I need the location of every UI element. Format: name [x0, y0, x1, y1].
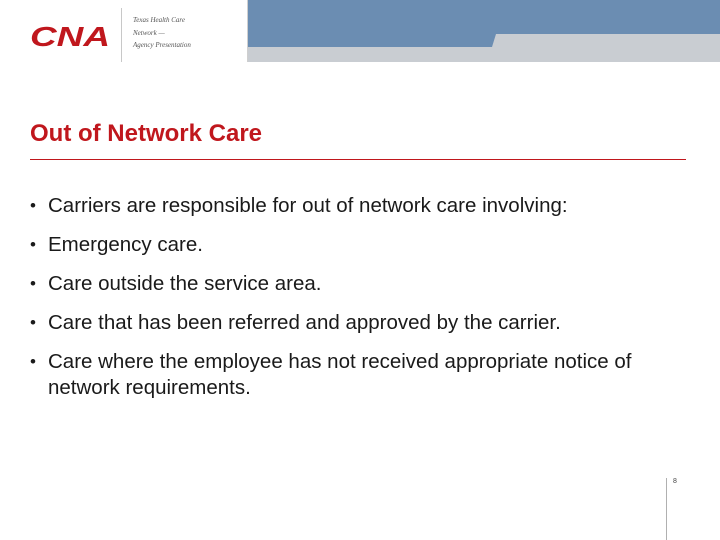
title-underline: [30, 159, 686, 160]
bullet-item-4: [30, 310, 690, 336]
bullet-text: Care that has been referred and approved by the carrier.: [48, 311, 561, 334]
bullet-dot-icon: •: [30, 313, 36, 332]
bullet-dot-icon: •: [30, 274, 36, 293]
bullet-dot-icon: •: [30, 235, 36, 254]
logo-text: CNA: [30, 23, 110, 49]
tagline-line-3: Agency Presentation: [133, 41, 191, 49]
bullet-dot-icon: •: [30, 196, 36, 215]
bullet-text: Care outside the service area.: [48, 272, 322, 295]
tagline-line-1: Texas Health Care: [133, 16, 185, 24]
slide-title: Out of Network Care: [30, 120, 263, 147]
bullet-text: Carriers are responsible for out of network care involving:: [48, 194, 568, 217]
bullet-item-3: [30, 271, 690, 297]
bullet-list: [30, 193, 690, 414]
slide-header: [0, 0, 720, 64]
bullet-text: Emergency care.: [48, 233, 203, 256]
bullet-item-5: [30, 349, 690, 401]
tagline-line-2: Network —: [133, 28, 165, 37]
bullet-text: Care where the employee has not received appropriate notice of network requirements.: [48, 350, 632, 399]
header-banner: [248, 0, 720, 62]
cna-logo: [30, 23, 112, 49]
bullet-item-1: [30, 193, 690, 219]
logo-divider: [121, 8, 122, 62]
page-number: 8: [673, 478, 677, 485]
footer-divider: [666, 478, 667, 540]
header-tagline: [133, 14, 191, 52]
bullet-item-2: [30, 232, 690, 258]
bullet-dot-icon: •: [30, 352, 36, 371]
